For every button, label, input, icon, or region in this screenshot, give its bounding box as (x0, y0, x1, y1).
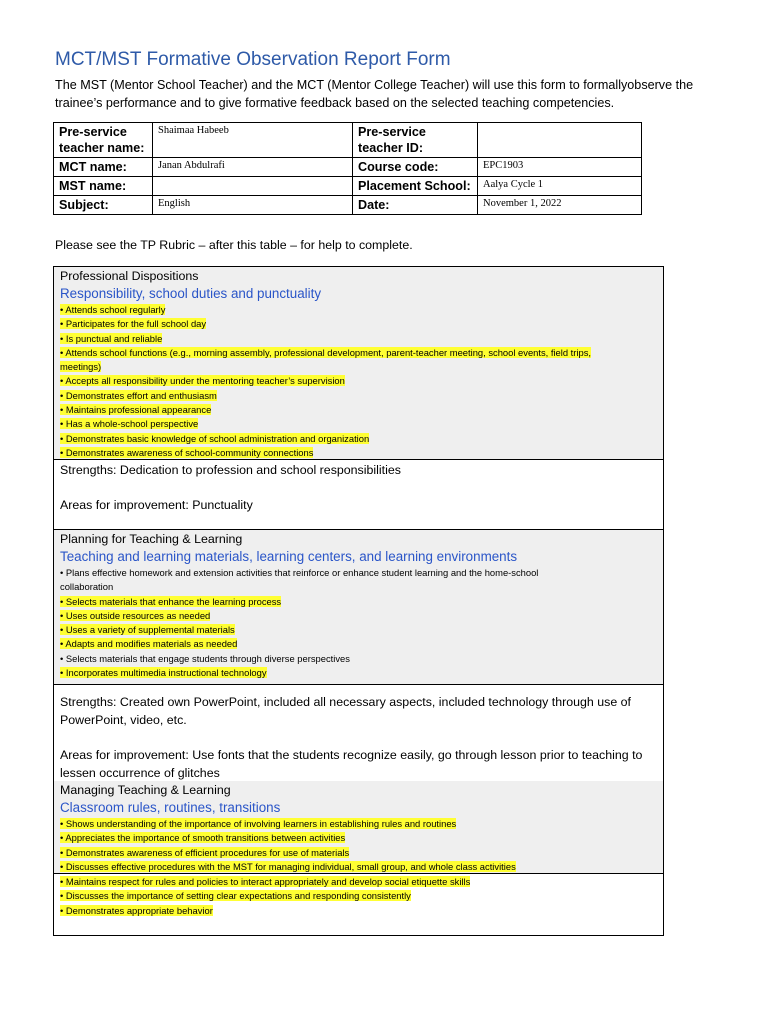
competency-text: • Shows understanding of the importance of involving learners in establishing rules and routines (60, 818, 457, 829)
preservice-id-value (478, 123, 642, 158)
list-item (60, 432, 663, 446)
preservice-name-value: Shaimaa Habeeb (153, 123, 353, 158)
list-item (60, 595, 663, 609)
competency-text: • Uses a variety of supplemental materials (60, 624, 235, 636)
list-item (60, 360, 663, 374)
section-comments-1 (53, 459, 664, 530)
competency-text: • Is punctual and reliable (60, 332, 163, 344)
improvement-text: Areas for improvement: Use fonts that the students recognize easily, go through lesson prior to teaching to lessen occurrence of glitches (60, 748, 643, 780)
competency-text: • Demonstrates appropriate behavior (60, 904, 213, 916)
list-item (60, 623, 663, 637)
competency-text: • Adapts and modifies materials as needed (60, 638, 238, 650)
mct-value: Janan Abdulrafi (153, 158, 353, 177)
section-subheading: Teaching and learning materials, learning centers, and learning environments (60, 549, 518, 564)
list-item (60, 332, 663, 346)
preservice-id-label: Pre-service teacher ID: (353, 123, 478, 158)
competency-text: • Selects materials that engage students through diverse perspectives (60, 652, 350, 664)
list-item (60, 374, 663, 388)
improvement-text: Areas for improvement: Punctuality (60, 498, 253, 512)
list-item (60, 875, 663, 889)
course-label: Course code: (353, 158, 478, 177)
section-heading: Planning for Teaching & Learning (60, 532, 243, 546)
rubric-note: Please see the TP Rubric – after this table – for help to complete. (55, 238, 413, 252)
table-row (54, 196, 642, 215)
strengths-text: Strengths: Created own PowerPoint, included all necessary aspects, included technology through use of PowerPoint, video, etc. (60, 695, 631, 727)
table-row (54, 158, 642, 177)
section-planning (53, 529, 664, 685)
section-managing-continued (53, 873, 664, 936)
competency-text: • Appreciates the importance of smooth transitions between activities (60, 832, 346, 844)
competency-text: • Attends school functions (e.g., morning assembly, professional development, parent-teacher meeting, school events, field trips, (60, 346, 591, 358)
list-item (60, 389, 663, 403)
competency-list (54, 817, 663, 874)
competency-text: collaboration (60, 581, 114, 593)
competency-text: • Uses outside resources as needed (60, 609, 211, 621)
date-label: Date: (353, 196, 478, 215)
competency-list (54, 566, 663, 680)
competency-text: • Maintains professional appearance (60, 404, 212, 416)
list-item (60, 637, 663, 651)
competency-list (54, 874, 663, 918)
competency-text: meetings) (60, 361, 102, 373)
competency-text: • Participates for the full school day (60, 318, 207, 330)
list-item (60, 846, 663, 860)
competency-text: • Accepts all responsibility under the mentoring teacher’s supervision (60, 375, 345, 387)
competency-text: • Maintains respect for rules and policies to interact appropriately and develop social etiquette skills (60, 876, 471, 887)
competency-text: • Discusses effective procedures with the MST for managing individual, small group, and whole class activities (60, 860, 516, 872)
page-title: MCT/MST Formative Observation Report Form (55, 49, 451, 70)
section-heading: Professional Dispositions (60, 269, 199, 283)
competency-text: • Has a whole-school perspective (60, 418, 199, 430)
trainee-info-table (53, 122, 642, 215)
table-row (54, 123, 642, 158)
section-subheading: Classroom rules, routines, transitions (60, 800, 281, 815)
list-item (60, 652, 663, 666)
competency-text: • Demonstrates awareness of efficient procedures for use of materials (60, 846, 350, 858)
list-item (60, 904, 663, 918)
section-subheading: Responsibility, school duties and punctuality (60, 286, 322, 301)
competency-list (54, 303, 663, 460)
mst-value (153, 177, 353, 196)
list-item (60, 417, 663, 431)
date-value: November 1, 2022 (478, 196, 642, 215)
list-item (60, 303, 663, 317)
competency-text: • Demonstrates awareness of school-community connections (60, 446, 314, 458)
placement-label: Placement School: (353, 177, 478, 196)
section-professional-dispositions (53, 266, 664, 460)
list-item (60, 403, 663, 417)
competency-text: • Discusses the importance of setting clear expectations and responding consistently (60, 890, 411, 902)
subject-label: Subject: (54, 196, 153, 215)
competency-text: • Incorporates multimedia instructional technology (60, 667, 267, 679)
subject-value: English (153, 196, 353, 215)
list-item (60, 609, 663, 623)
list-item (60, 346, 663, 360)
list-item (60, 580, 663, 594)
competency-text: • Selects materials that enhance the learning process (60, 595, 282, 607)
preservice-name-label: Pre-service teacher name: (54, 123, 153, 158)
list-item (60, 666, 663, 680)
list-item (60, 889, 663, 903)
mst-label: MST name: (54, 177, 153, 196)
list-item (60, 566, 663, 580)
competency-text: • Plans effective homework and extension activities that reinforce or enhance student learning and the home-school (60, 567, 539, 578)
competency-text: • Attends school regularly (60, 304, 166, 315)
list-item (60, 831, 663, 845)
strengths-text: Strengths: Dedication to profession and school responsibilities (60, 463, 401, 477)
placement-value: Aalya Cycle 1 (478, 177, 642, 196)
section-managing (53, 781, 664, 874)
section-comments-2 (53, 684, 664, 782)
intro-paragraph: The MST (Mentor School Teacher) and the MCT (Mentor College Teacher) will use this form to formallyobserve the trainee’s performance and to give formative feedback based on the selected teaching competencies. (55, 78, 694, 110)
competency-text: • Demonstrates basic knowledge of school administration and organization (60, 432, 370, 444)
list-item (60, 317, 663, 331)
table-row (54, 177, 642, 196)
course-value: EPC1903 (478, 158, 642, 177)
list-item (60, 817, 663, 831)
section-heading: Managing Teaching & Learning (60, 783, 231, 797)
mct-label: MCT name: (54, 158, 153, 177)
competency-text: • Demonstrates effort and enthusiasm (60, 389, 217, 401)
